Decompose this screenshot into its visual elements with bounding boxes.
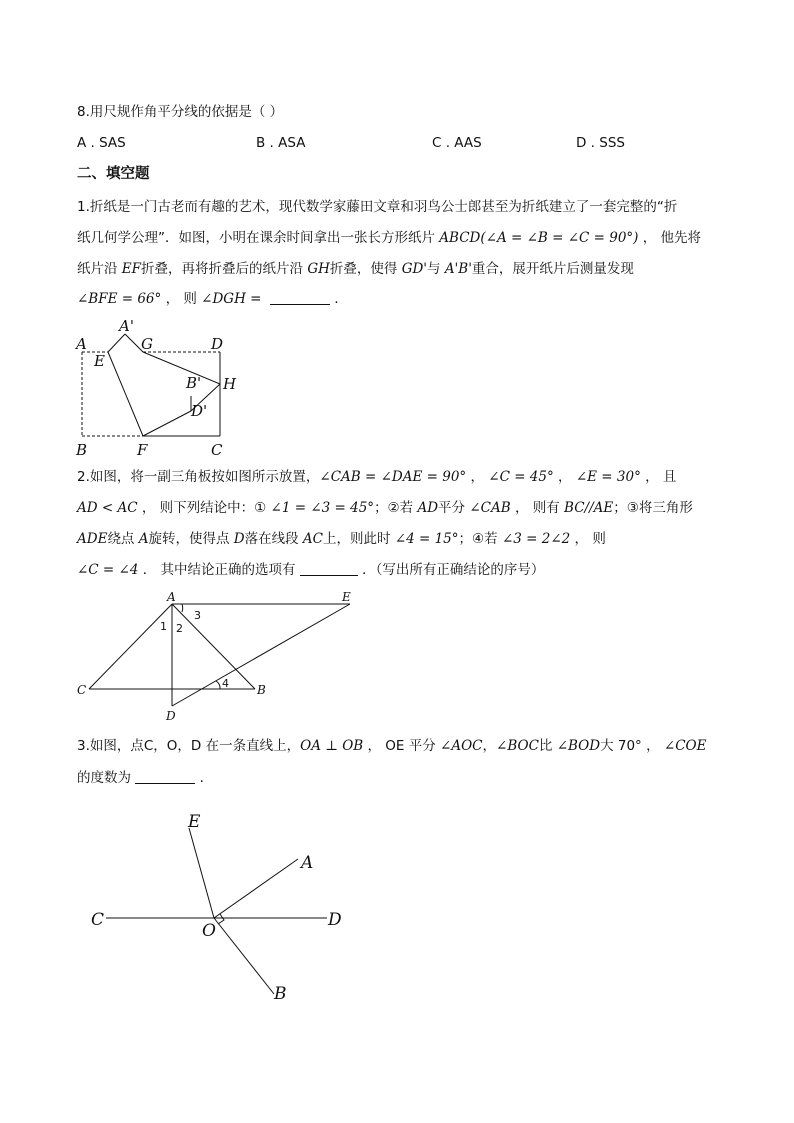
p2-line1-t1: 2.如图，将一副三角板按如图所示放置，: [77, 469, 320, 485]
p2-line4-m1: ∠C = ∠4: [77, 562, 139, 578]
p3-line1-t4: 比: [538, 738, 557, 754]
p3-line1-t5: 大 70° ，: [600, 738, 664, 754]
p1-label-H: H: [223, 375, 237, 393]
p1-line2-tail: ， 他先将: [638, 230, 702, 246]
p2-line1-m1: ∠CAB = ∠DAE = 90°: [319, 469, 467, 485]
p2-label-A: A: [167, 590, 176, 604]
p1-line3-m2: GH: [307, 261, 330, 277]
p1-line3-m1: EF: [121, 261, 142, 277]
p3-label-B: B: [274, 984, 287, 1004]
p2-angle-2: 2: [176, 622, 183, 635]
p2-angle-4: 4: [222, 677, 229, 690]
p2-line3-m3: D: [233, 531, 245, 547]
p3-line1: [77, 736, 706, 756]
p2-line1-m2: ∠C = 45°: [488, 469, 554, 485]
p2-answer-blank[interactable]: [300, 561, 358, 576]
p3-figure: [85, 808, 355, 1008]
p2-line3-t4: 上，则此时: [323, 531, 395, 547]
p1-label-A1: A': [119, 317, 134, 335]
p1-line3-m4: A'B': [444, 261, 472, 277]
p2-label-B: B: [257, 683, 266, 697]
p2-label-C: C: [77, 683, 87, 697]
p3-label-D: D: [328, 910, 342, 930]
p2-line1-t3: ，: [553, 469, 576, 485]
p1-line4-t2: ．: [334, 291, 348, 307]
p1-line3-t3: 折叠，使得: [329, 261, 402, 277]
p2-line3-m4: AC: [302, 531, 323, 547]
p2-line2-t3: 平分: [438, 500, 470, 516]
q8-option-d: D . SSS: [576, 135, 625, 151]
p2-line2-m1: AD < AC: [77, 500, 138, 516]
p1-line3-t2: 折叠，再将折叠后的纸片沿: [141, 261, 308, 277]
p1-line3-m3: GD': [401, 261, 428, 277]
p2-line2-t1: ， 则下列结论中：①: [137, 500, 271, 516]
p2-line2-m3: AD: [417, 500, 439, 516]
p2-angle-3: 3: [194, 609, 201, 622]
p1-line2-text: 纸几何学公理”．如图，小明在课余时间拿出一张长方形纸片: [77, 230, 440, 246]
p2-line3-t5: ；④若: [458, 531, 502, 547]
p1-label-F: F: [137, 441, 148, 459]
p1-line4-t1: ， 则: [161, 291, 202, 307]
p2-figure: [70, 586, 370, 726]
p2-line3-m5: ∠4 = 15°: [394, 531, 459, 547]
p2-line3-m6: ∠3 = 2∠2: [501, 531, 571, 547]
p2-line1: [77, 467, 676, 487]
p3-line1-t2: ， OE 平分: [363, 738, 441, 754]
p3-line1-m4: ∠BOD: [556, 738, 601, 754]
p1-line2-math: ABCD(∠A = ∠B = ∠C = 90°): [439, 230, 639, 246]
p2-line3-t3: 落在线段: [244, 531, 303, 547]
p1-line1: 1.折纸是一门古老而有趣的艺术，现代数学家藤田文章和羽鸟公士郎甚至为折纸建立了一套完整的“折: [77, 199, 678, 215]
p3-label-E: E: [188, 812, 201, 832]
p1-label-G: G: [141, 335, 153, 353]
p3-line1-m1: OA ⊥ OB: [300, 738, 364, 754]
p2-label-D: D: [166, 709, 176, 723]
p2-line2-t2: ；②若: [374, 500, 418, 516]
p1-label-E: E: [94, 352, 105, 370]
p1-figure: [70, 312, 250, 462]
p2-line4: [77, 560, 544, 580]
p1-line4-m1: ∠BFE = 66°: [77, 291, 162, 307]
p1-label-D1: D': [191, 402, 208, 420]
section-title: 二、填空题: [77, 166, 150, 182]
p3-label-C: C: [91, 910, 105, 930]
p2-line1-t2: ，: [466, 469, 489, 485]
p1-label-B: B: [76, 441, 88, 459]
p2-line2: [77, 498, 693, 518]
q8-option-a: A . SAS: [77, 135, 126, 151]
p2-line3-t1: 绕点: [107, 531, 139, 547]
q8-option-b: B . ASA: [256, 135, 306, 151]
q8-stem: 8.用尺规作角平分线的依据是（ ）: [77, 104, 284, 120]
p1-line4-m2: ∠DGH =: [201, 291, 262, 307]
p1-answer-blank[interactable]: [270, 290, 330, 305]
p2-label-E: E: [342, 590, 351, 604]
p1-line3-t5: 重合，展开纸片后测量发现: [471, 261, 634, 277]
p1-label-A: A: [76, 335, 87, 353]
p2-line2-m5: BC//AE: [564, 500, 614, 516]
p1-label-D: D: [211, 335, 224, 353]
p2-line2-t4: ， 则有: [510, 500, 565, 516]
p1-line3: [77, 259, 634, 279]
p2-line3-t2: 旋转，使得点: [148, 531, 234, 547]
p3-line1-t3: ，: [482, 738, 497, 754]
p3-line2-t2: ．: [199, 770, 214, 786]
q8-option-c: C . AAS: [432, 135, 482, 151]
p1-line4: [77, 289, 348, 309]
p1-line3-t4: 与: [427, 261, 445, 277]
p2-line3: [77, 529, 606, 549]
p2-line2-m2: ∠1 = ∠3 = 45°: [270, 500, 375, 516]
p3-line1-m3: ∠BOC: [496, 738, 539, 754]
p3-line2-t1: 的度数为: [77, 770, 131, 786]
p2-angle-1: 1: [160, 620, 167, 633]
p3-label-A: A: [301, 853, 314, 873]
p2-line3-t6: ， 则: [570, 531, 606, 547]
p1-line3-t1: 纸片沿: [77, 261, 122, 277]
p2-line4-t1: ． 其中结论正确的选项有: [138, 562, 296, 578]
p3-answer-blank[interactable]: [135, 769, 195, 784]
p1-line2: [77, 228, 701, 248]
p3-line2: [77, 768, 213, 788]
p1-label-B1: B': [186, 374, 202, 392]
p3-line1-m5: ∠COE: [663, 738, 707, 754]
p2-line1-m3: ∠E = 30°: [575, 469, 641, 485]
p2-line2-t5: ；③将三角形: [613, 500, 693, 516]
p2-line3-m2: A: [138, 531, 149, 547]
p3-line1-t1: 3.如图，点C，O，D 在一条直线上，: [77, 738, 301, 754]
p1-label-C: C: [211, 441, 223, 459]
p2-line4-t2: ．（写出所有正确结论的序号）: [362, 562, 545, 578]
p2-line1-t4: ， 且: [640, 469, 677, 485]
p3-line1-m2: ∠AOC: [440, 738, 483, 754]
p2-line3-m1: ADE: [77, 531, 108, 547]
p2-line2-m4: ∠CAB: [469, 500, 511, 516]
p3-label-O: O: [202, 921, 216, 941]
